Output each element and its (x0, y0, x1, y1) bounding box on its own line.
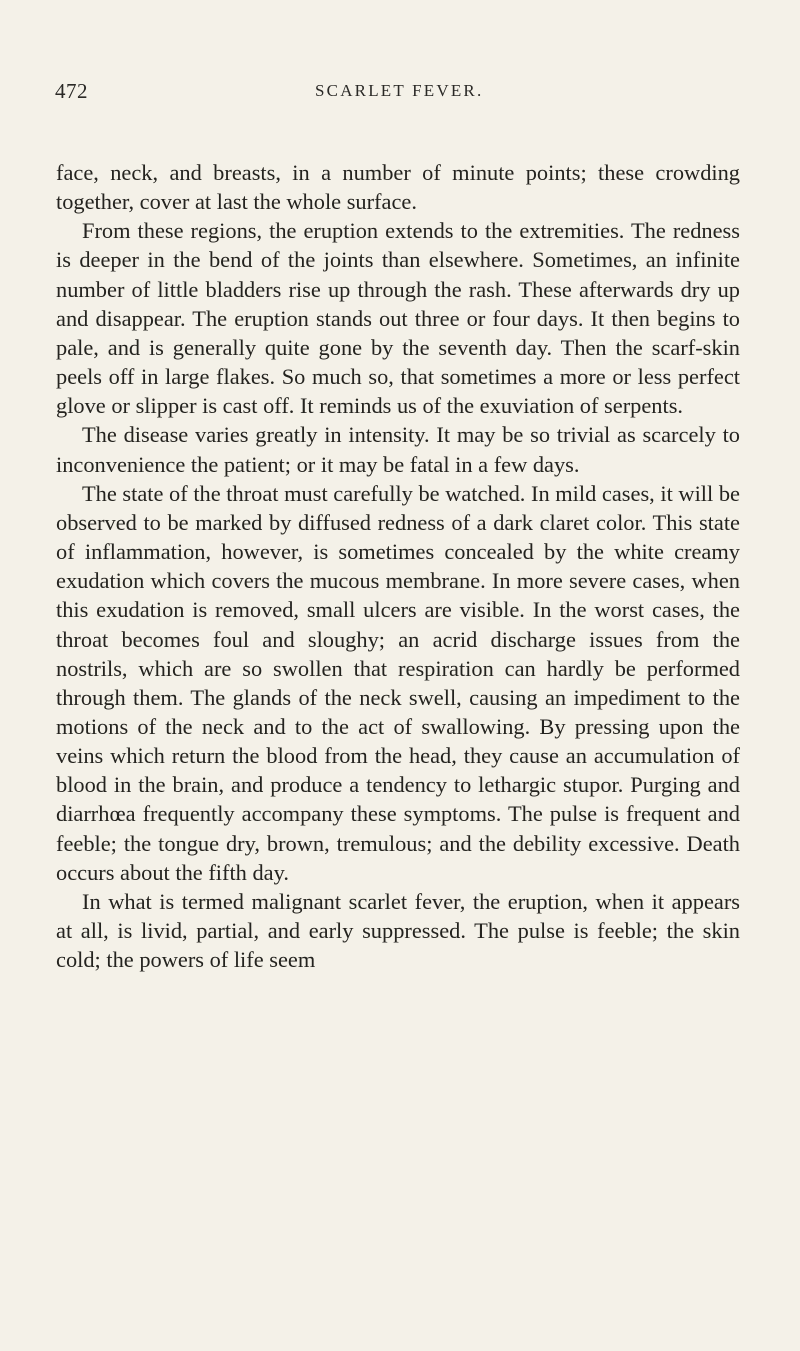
page-header (55, 79, 745, 107)
paragraph-throat: The state of the throat must carefully be watched. In mild cases, it will be observed to be marked by diffused redness of a dark claret color. This state of inflammation, however, is sometimes concealed by the white creamy exudation which covers the mucous membrane. In more severe cases, when this exudation is removed, small ulcers are visible. In the worst cases, the throat becomes foul and sloughy; an acrid discharge issues from the nostrils, which are so swollen that respiration can hardly be performed through them. The glands of the neck swell, causing an impediment to the motions of the neck and to the act of swallowing. By pressing upon the veins which return the blood from the head, they cause an accumulation of blood in the brain, and produce a tendency to lethargic stupor. Purging and diarrhœa frequently accompany these symptoms. The pulse is frequent and feeble; the tongue dry, brown, tremulous; and the debility excessive. Death occurs about the fifth day. (56, 480, 740, 885)
running-head: SCARLET FEVER. (315, 81, 484, 100)
paragraph-continuation: face, neck, and breasts, in a number of minute points; these crowding together, cover at last the whole surface. (56, 160, 740, 215)
paragraph-intensity: The disease varies greatly in intensity. It may be so trivial as scarcely to inconvenience the patient; or it may be fatal in a few days. (56, 422, 740, 477)
body-text (56, 158, 740, 974)
paragraph-malignant: In what is termed malignant scarlet fever, the eruption, when it appears at all, is livid, partial, and early suppressed. The pulse is feeble; the skin cold; the powers of life seem (56, 888, 740, 973)
paragraph-eruption: From these regions, the eruption extends to the extremities. The redness is deeper in the bend of the joints than elsewhere. Sometimes, an infinite number of little bladders rise up through the rash. These afterwards dry up and disappear. The eruption stands out three or four days. It then begins to pale, and is generally quite gone by the seventh day. Then the scarf-skin peels off in large flakes. So much so, that sometimes a more or less perfect glove or slipper is cast off. It reminds us of the exuviation of serpents. (56, 218, 740, 419)
page-number: 472 (55, 79, 88, 103)
